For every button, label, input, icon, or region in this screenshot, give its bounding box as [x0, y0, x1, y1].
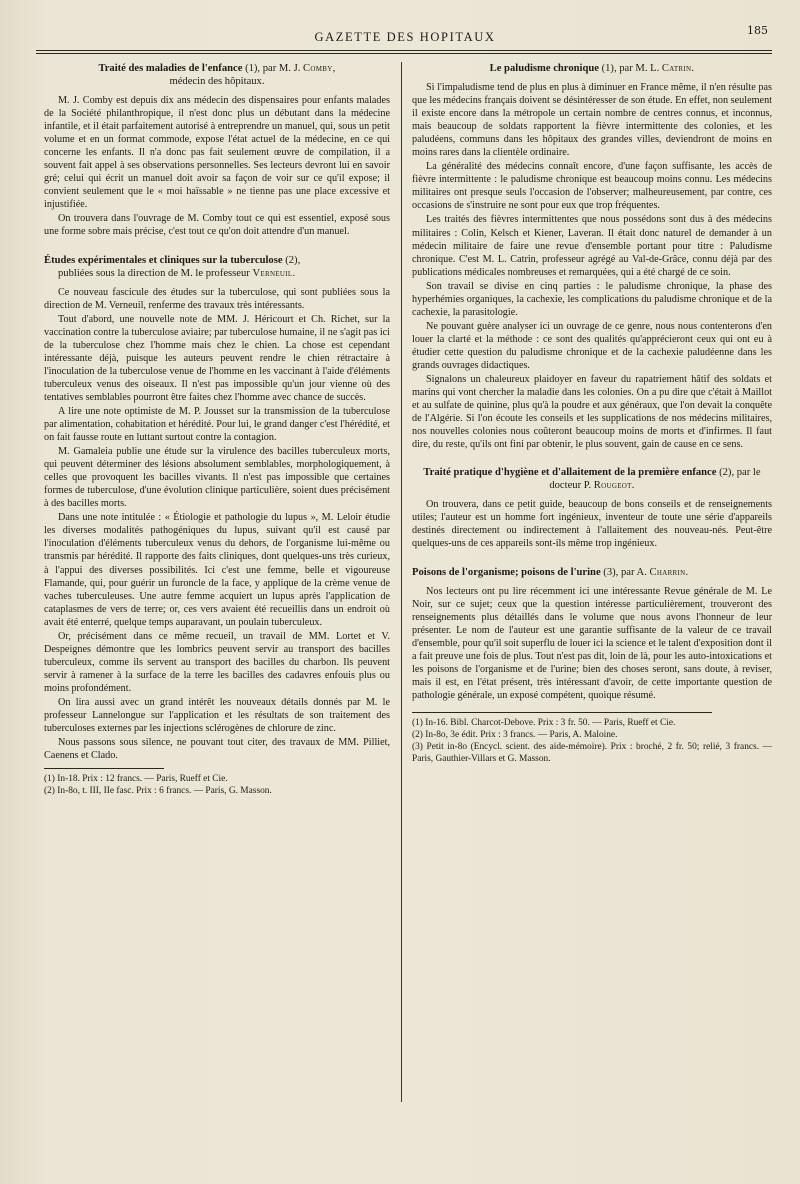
- article-title-paludisme: Le paludisme chronique (1), par M. L. Catrin.: [489, 63, 695, 74]
- left-column: [44, 62, 390, 797]
- footnote: (2) In-8o, t. III, IIe fasc. Prix : 6 francs. — Paris, G. Masson.: [44, 786, 272, 797]
- paragraph: Son travail se divise en cinq parties : le paludisme chronique, la phase des hyperhémies organiques, la cachexie, les complications du paludisme chronique et de la cachexie, la parasitologie.: [412, 280, 772, 318]
- paragraph: Ce nouveau fascicule des études sur la tuberculose, qui sont publiées sous la direction de M. Verneuil, renferme des travaux très intéressants.: [44, 286, 390, 311]
- paragraph: On lira aussi avec un grand intérêt les nouveaux détails donnés par M. le professeur Lannelongue sur l'application et les résultats de son traitement des tuberculoses externes par les injections sclérogènes de chlorure de zinc.: [44, 696, 390, 735]
- paragraph: Dans une note intitulée : « Étiologie et pathologie du lupus », M. Leloir étudie les diverses modalités pathogéniques du lupus, suivant qu'il est causé par l'inoculation d'éléments tuberculeux venus du dehors, de l'organisme lui-même ou transmis par hérédité. Il rapporte des faits cliniques, dont quelques-uns très curieux, à l'appui des diverses possibilités. Ici c'est une femme, belle et vigoureuse Flamande, qui, pour guérir un furoncle de la face, y applique de la crème venue de vaches tuberculeuses. Une autre femme acquiert un lupus après l'application de cataplasmes de vers de terre; or, ces vers avaient été recueillis dans un endroit où avait été enterré, quelque temps auparavant, un poulain tuberculeux.: [44, 512, 390, 628]
- article-subtitle: médecin des hôpitaux.: [169, 76, 265, 87]
- footnotes-right: [412, 717, 772, 765]
- footnote-rule: [412, 712, 712, 713]
- column-divider: [401, 62, 402, 1102]
- paragraph: Ne pouvant guère analyser ici un ouvrage de ce genre, nous nous contenterons d'en louer la clarté et la méthode : ce sont des qualités qu'apprécieront ceux qui ont eu à étudier cette question du paludisme chronique et de la cachexie paludéenne dans les grands ouvrages didactiques.: [412, 320, 772, 371]
- footnotes-left: [44, 773, 390, 797]
- paragraph: Nous passons sous silence, ne pouvant tout citer, des travaux de MM. Pilliet, Caenens et Clado.: [44, 737, 390, 762]
- footnote: (1) In-18. Prix : 12 francs. — Paris, Rueff et Cie.: [44, 774, 228, 785]
- header-rule: [36, 50, 772, 51]
- footnote: (2) In-8o, 3e édit. Prix : 3 francs. — Paris, A. Maloine.: [412, 729, 618, 740]
- article-title-enfance: Traité des maladies de l'enfance (1), par M. J. Comby, médecin des hôpitaux.: [98, 63, 336, 87]
- paragraph: M. J. Comby est depuis dix ans médecin des dispensaires pour enfants malades de la Société philanthropique, il n'est donc plus un débutant dans la médecine infantile, et il était parfaitement autorisé à entreprendre un manuel, qui, sous un petit volume et en un format commode, expose l'état actuel de la médecine, en ce qui concerne les enfants. Il n'a donc pas fait seulement œuvre de compilation, il a souvent fait appel à ses observations personnelles. Ses lecteurs devront lui en savoir gré; celui qui écrit un manuel doit avoir sa façon de voir sur ce qu'il expose; il convient seulement que le « moi haïssable » ne tienne pas une place excessive et injustifiée.: [44, 95, 390, 211]
- article-title-poisons: Poisons de l'organisme; poisons de l'urine (3), par A. Charrin.: [412, 566, 689, 578]
- footnote: (1) In-16. Bibl. Charcot-Debove. Prix : 3 fr. 50. — Paris, Rueff et Cie.: [412, 717, 676, 728]
- paragraph: Les traités des fièvres intermittentes que nous possédons sont dus à des médecins militaires : Colin, Kelsch et Kiener, Laveran. Il était donc naturel de demander à un médecin militaire de faire une revue d'ensemble portant pour titre : Paludisme chronique. C'est M. L. Catrin, professeur agrégé au Val-de-Grâce, connu déjà par des publications médicales nombreuses et remarquées, qui a été chargé de ce soin.: [412, 214, 772, 278]
- paragraph: On trouvera dans l'ouvrage de M. Comby tout ce qui est essentiel, exposé sous une forme sobre mais précise, c'est tout ce qu'on doit attendre d'un manuel.: [44, 213, 390, 238]
- header-rule-thin: [36, 53, 772, 54]
- article-title-hygiene: Traité pratique d'hygiène et d'allaitement de la première enfance (2), par le docteur P. Rougeot.: [423, 467, 761, 492]
- paragraph: Tout d'abord, une nouvelle note de MM. J. Héricourt et Ch. Richet, sur la vaccination contre la tuberculose aviaire; par tuberculose humaine, il ne s'agit pas ici de la tuberculose chez l'homme mais chez le chien. La chose est cependant intéressante déjà, puisque les auteurs peuvent rendre le chien rétractaire à l'inoculation de la tuberculose venue de l'homme en les vaccinant à l'aide d'éléments tuberculeux venus des oiseaux. Il n'est pas impossible qu'un jour vienne où des tentatives semblables pourront être faites chez l'homme avec chance de succès.: [44, 313, 390, 403]
- article-title-tuberculose: Études expérimentales et cliniques sur la tuberculose (2), publiées sous la direction de M. le professeur Verneuil.: [44, 254, 301, 279]
- paragraph: Signalons un chaleureux plaidoyer en faveur du rapatriement hâtif des soldats et marins qui vont chercher la maladie dans les colonies. On a pu dire que c'était à Maillot et au sulfate de quinine, plus qu'à la poudre et aux généraux, que l'on devait la conquête de l'Algérie. Si l'on écoute les conseils et les supplications de nos médecins militaires, nos nouvelles colonies nous coûteront beaucoup moins de morts et d'infirmes. Il faut dire, du reste, qu'ils ont fini par obtenir, le plus souvent, gain de cause en ce sens.: [412, 374, 772, 451]
- footnote: (3) Petit in-8o (Encycl. scient. des aide-mémoire). Prix : broché, 2 fr. 50; relié, 3 francs. — Paris, Gauthier-Villars et G. Masson.: [412, 741, 772, 764]
- journal-title: GAZETTE DES HOPITAUX: [314, 30, 496, 44]
- paragraph: A lire une note optimiste de M. P. Jousset sur la transmission de la tuberculose par alimentation, cohabitation et hérédité. Pour lui, le grand danger c'est l'hérédité, et on fait fausse route en luttant surtout contre la contagion.: [44, 405, 390, 444]
- page-number: 185: [747, 24, 768, 37]
- paragraph: M. Gamaleia publie une étude sur la virulence des bacilles tuberculeux morts, qui peuvent déterminer des lésions absolument semblables, morphologiquement, à celles que provoquent les bacilles vivants. Il n'est pas impossible que certaines formes de tuberculose, d'une évolution clinique particulière, soient dues précisément à des bacilles morts.: [44, 446, 390, 510]
- page-header: [40, 24, 770, 48]
- paragraph: Si l'impaludisme tend de plus en plus à diminuer en France même, il n'en résulte pas que les médecins français doivent se désintéresser de son étude. En effet, non seulement il existe encore dans la métropole un certain nombre de centres connus, et inconnus, mais beaucoup de soldats rapportent la fièvre intermittente des colonies, et les paludéens, communs dans les hôpitaux des grandes villes, deviendront de moins en moins rares dans la clientèle ordinaire.: [412, 82, 772, 159]
- paragraph: Nos lecteurs ont pu lire récemment ici une intéressante Revue générale de M. Le Noir, sur ce sujet; ceux que la question intéresse particulièrement, trouveront des renseignements plus détaillés dans le volume que nous avons l'honneur de leur présenter. Le nom de l'auteur est une garantie suffisante de la valeur de ce travail d'ensemble, pour qu'il soit superflu de louer ici la science et le talent d'exposition dont il a fait preuve une fois de plus. Tout n'est pas dit, loin de là, pour les auto-intoxications et les poisons de l'organisme et de l'urine; bien des choses seront, sans doute, à reviser, mais il est, en l'état présent, très intéressant d'avoir, de cette importante question de pathologie générale, un exposé compétent, quoique résumé.: [412, 585, 772, 701]
- right-column: [412, 62, 772, 765]
- paragraph: On trouvera, dans ce petit guide, beaucoup de bons conseils et de renseignements utiles; l'auteur est un homme fort ingénieux, inventeur de toute une série d'appareils destinés directement ou indirectement à l'allaitement des nouveau-nés. Peut-être quelques-uns de ces appareils sont-ils même trop ingénieux.: [412, 499, 772, 550]
- footnote-rule: [44, 768, 164, 769]
- paragraph: La généralité des médecins connaît encore, d'une façon suffisante, les accès de fièvre intermittente : le paludisme chronique est beaucoup moins connu. Les médecins militaires ont presque seuls l'occasion de l'observer; malheureusement, par contre, ces occasions de s'instruire ne sont pour eux que trop fréquentes.: [412, 161, 772, 212]
- paragraph: Or, précisément dans ce même recueil, un travail de MM. Lortet et V. Despeignes démontre que les lombrics peuvent servir au transport des bacilles tuberculeux, comme ils servent au transport des bacilles du charbon. Ils peuvent servir à ramener à la surface de la terre les bacilles des cadavres enfouis plus ou moins profondément.: [44, 630, 390, 694]
